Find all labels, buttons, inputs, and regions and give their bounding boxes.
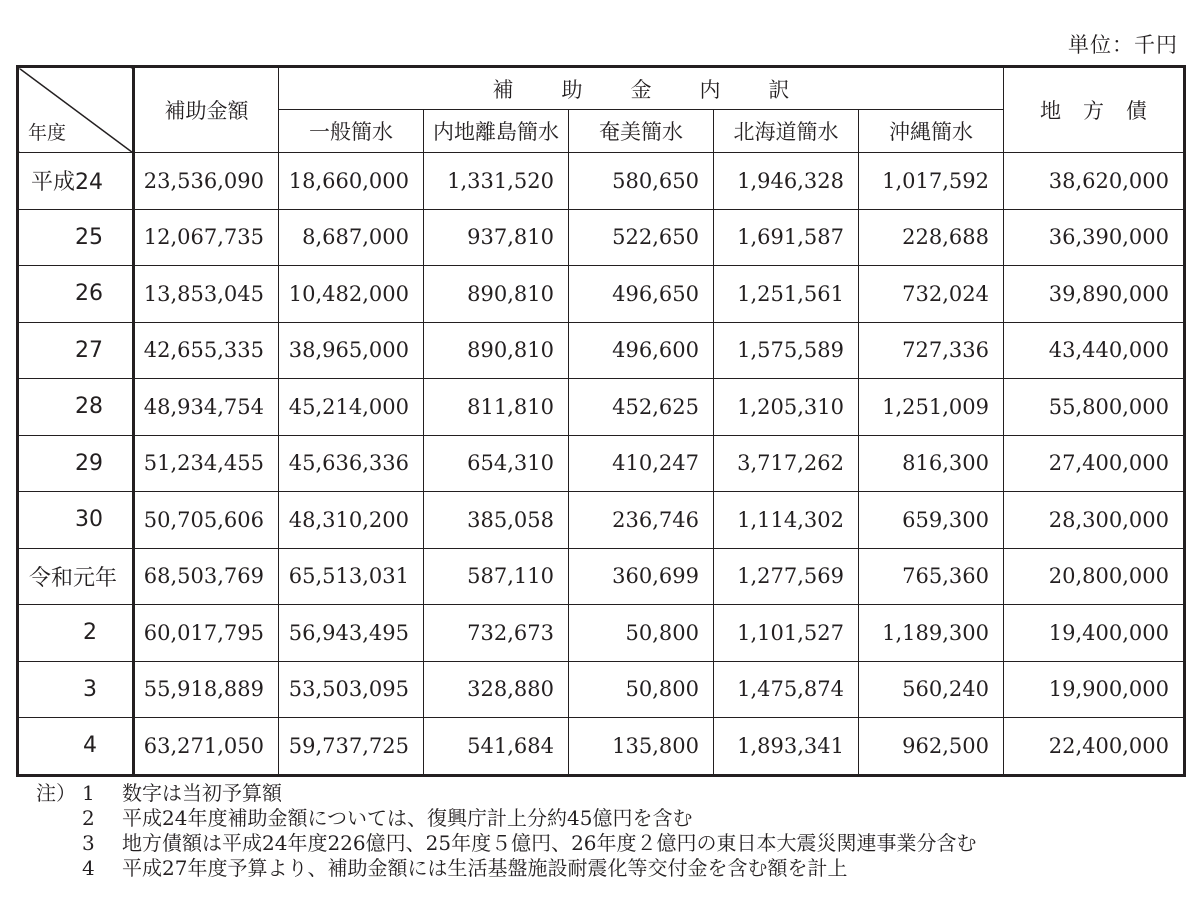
table-row: [18, 379, 1185, 436]
general-cell: 38,965,000: [279, 322, 424, 379]
total-cell: 23,536,090: [134, 153, 279, 210]
hokkaido-cell: 1,205,310: [714, 379, 859, 436]
total-cell: 63,271,050: [134, 718, 279, 776]
col-header-breakdown-group: 補助金内訳: [279, 67, 1004, 110]
okinawa-cell: 962,500: [859, 718, 1004, 776]
islands-cell: 811,810: [424, 379, 569, 436]
hokkaido-cell: 1,575,589: [714, 322, 859, 379]
bonds-cell: 43,440,000: [1004, 322, 1185, 379]
amami-cell: 50,800: [569, 605, 714, 662]
note-number: 4: [82, 856, 95, 880]
general-cell: 65,513,031: [279, 548, 424, 605]
total-cell: 13,853,045: [134, 266, 279, 323]
amami-cell: 522,650: [569, 209, 714, 266]
total-cell: 48,934,754: [134, 379, 279, 436]
col-header-amami: 奄美簡水: [569, 110, 714, 153]
okinawa-cell: 732,024: [859, 266, 1004, 323]
table-row: [18, 605, 1185, 662]
year-cell: 26: [18, 266, 134, 323]
hokkaido-cell: 1,946,328: [714, 153, 859, 210]
year-cell: 25: [18, 209, 134, 266]
islands-cell: 937,810: [424, 209, 569, 266]
total-cell: 60,017,795: [134, 605, 279, 662]
general-cell: 18,660,000: [279, 153, 424, 210]
okinawa-cell: 1,017,592: [859, 153, 1004, 210]
col-header-subsidy-total: 補助金額: [134, 67, 279, 153]
okinawa-cell: 1,189,300: [859, 605, 1004, 662]
bonds-cell: 55,800,000: [1004, 379, 1185, 436]
bonds-cell: 19,900,000: [1004, 661, 1185, 718]
subsidy-table: [16, 65, 1186, 777]
amami-cell: 360,699: [569, 548, 714, 605]
table-row: [18, 266, 1185, 323]
corner-header: [18, 67, 134, 153]
hokkaido-cell: 1,893,341: [714, 718, 859, 776]
general-cell: 45,636,336: [279, 435, 424, 492]
okinawa-cell: 727,336: [859, 322, 1004, 379]
amami-cell: 410,247: [569, 435, 714, 492]
notes-label: 注）: [36, 781, 76, 805]
note-item: [36, 856, 977, 881]
table-row: [18, 153, 1185, 210]
amami-cell: 496,600: [569, 322, 714, 379]
note-text: 地方債額は平成24年度226億円、25年度５億円、26年度２億円の東日本大震災関連事業分含む: [122, 831, 977, 855]
year-cell: 令和元年: [18, 548, 134, 605]
bonds-cell: 39,890,000: [1004, 266, 1185, 323]
unit-label: 単位：千円: [1068, 33, 1178, 57]
note-number: 2: [82, 806, 95, 830]
year-cell: 27: [18, 322, 134, 379]
note-item: [36, 831, 977, 856]
okinawa-cell: 1,251,009: [859, 379, 1004, 436]
okinawa-cell: 560,240: [859, 661, 1004, 718]
hokkaido-cell: 1,277,569: [714, 548, 859, 605]
general-cell: 48,310,200: [279, 492, 424, 549]
general-cell: 56,943,495: [279, 605, 424, 662]
notes-section: [36, 781, 977, 881]
table-row: [18, 548, 1185, 605]
general-cell: 10,482,000: [279, 266, 424, 323]
total-cell: 42,655,335: [134, 322, 279, 379]
total-cell: 12,067,735: [134, 209, 279, 266]
col-header-local-bonds: 地方債: [1004, 67, 1185, 153]
amami-cell: 580,650: [569, 153, 714, 210]
amami-cell: 236,746: [569, 492, 714, 549]
hokkaido-cell: 1,101,527: [714, 605, 859, 662]
year-cell: 2: [18, 605, 134, 662]
islands-cell: 732,673: [424, 605, 569, 662]
general-cell: 53,503,095: [279, 661, 424, 718]
table-row: [18, 435, 1185, 492]
hokkaido-cell: 1,691,587: [714, 209, 859, 266]
year-cell: 30: [18, 492, 134, 549]
bonds-cell: 28,300,000: [1004, 492, 1185, 549]
bonds-cell: 19,400,000: [1004, 605, 1185, 662]
general-cell: 45,214,000: [279, 379, 424, 436]
note-text: 平成27年度予算より、補助金額には生活基盤施設耐震化等交付金を含む額を計上: [122, 856, 848, 880]
okinawa-cell: 228,688: [859, 209, 1004, 266]
bonds-cell: 22,400,000: [1004, 718, 1185, 776]
hokkaido-cell: 3,717,262: [714, 435, 859, 492]
table-row: [18, 718, 1185, 776]
corner-year-label: 年度: [28, 122, 67, 144]
table-row: [18, 209, 1185, 266]
islands-cell: 328,880: [424, 661, 569, 718]
table-row: [18, 492, 1185, 549]
col-header-general: 一般簡水: [279, 110, 424, 153]
amami-cell: 452,625: [569, 379, 714, 436]
amami-cell: 50,800: [569, 661, 714, 718]
note-text: 数字は当初予算額: [122, 781, 282, 805]
islands-cell: 541,684: [424, 718, 569, 776]
bonds-cell: 20,800,000: [1004, 548, 1185, 605]
islands-cell: 654,310: [424, 435, 569, 492]
note-item: [36, 806, 977, 831]
col-header-okinawa: 沖縄簡水: [859, 110, 1004, 153]
total-cell: 68,503,769: [134, 548, 279, 605]
table-row: [18, 322, 1185, 379]
hokkaido-cell: 1,114,302: [714, 492, 859, 549]
note-number: 3: [82, 831, 95, 855]
note-number: 1: [82, 781, 95, 805]
note-item: [36, 781, 977, 806]
islands-cell: 890,810: [424, 322, 569, 379]
okinawa-cell: 816,300: [859, 435, 1004, 492]
hokkaido-cell: 1,251,561: [714, 266, 859, 323]
col-header-islands: 内地離島簡水: [424, 110, 569, 153]
amami-cell: 496,650: [569, 266, 714, 323]
bonds-cell: 36,390,000: [1004, 209, 1185, 266]
year-cell: 3: [18, 661, 134, 718]
year-cell: 28: [18, 379, 134, 436]
total-cell: 55,918,889: [134, 661, 279, 718]
year-cell: 29: [18, 435, 134, 492]
amami-cell: 135,800: [569, 718, 714, 776]
okinawa-cell: 765,360: [859, 548, 1004, 605]
islands-cell: 1,331,520: [424, 153, 569, 210]
year-cell: 平成24: [18, 153, 134, 210]
year-cell: 4: [18, 718, 134, 776]
islands-cell: 587,110: [424, 548, 569, 605]
bonds-cell: 38,620,000: [1004, 153, 1185, 210]
total-cell: 50,705,606: [134, 492, 279, 549]
hokkaido-cell: 1,475,874: [714, 661, 859, 718]
islands-cell: 890,810: [424, 266, 569, 323]
total-cell: 51,234,455: [134, 435, 279, 492]
islands-cell: 385,058: [424, 492, 569, 549]
bonds-cell: 27,400,000: [1004, 435, 1185, 492]
col-header-hokkaido: 北海道簡水: [714, 110, 859, 153]
general-cell: 59,737,725: [279, 718, 424, 776]
note-text: 平成24年度補助金額については、復興庁計上分約45億円を含む: [122, 806, 693, 830]
table-row: [18, 661, 1185, 718]
general-cell: 8,687,000: [279, 209, 424, 266]
okinawa-cell: 659,300: [859, 492, 1004, 549]
